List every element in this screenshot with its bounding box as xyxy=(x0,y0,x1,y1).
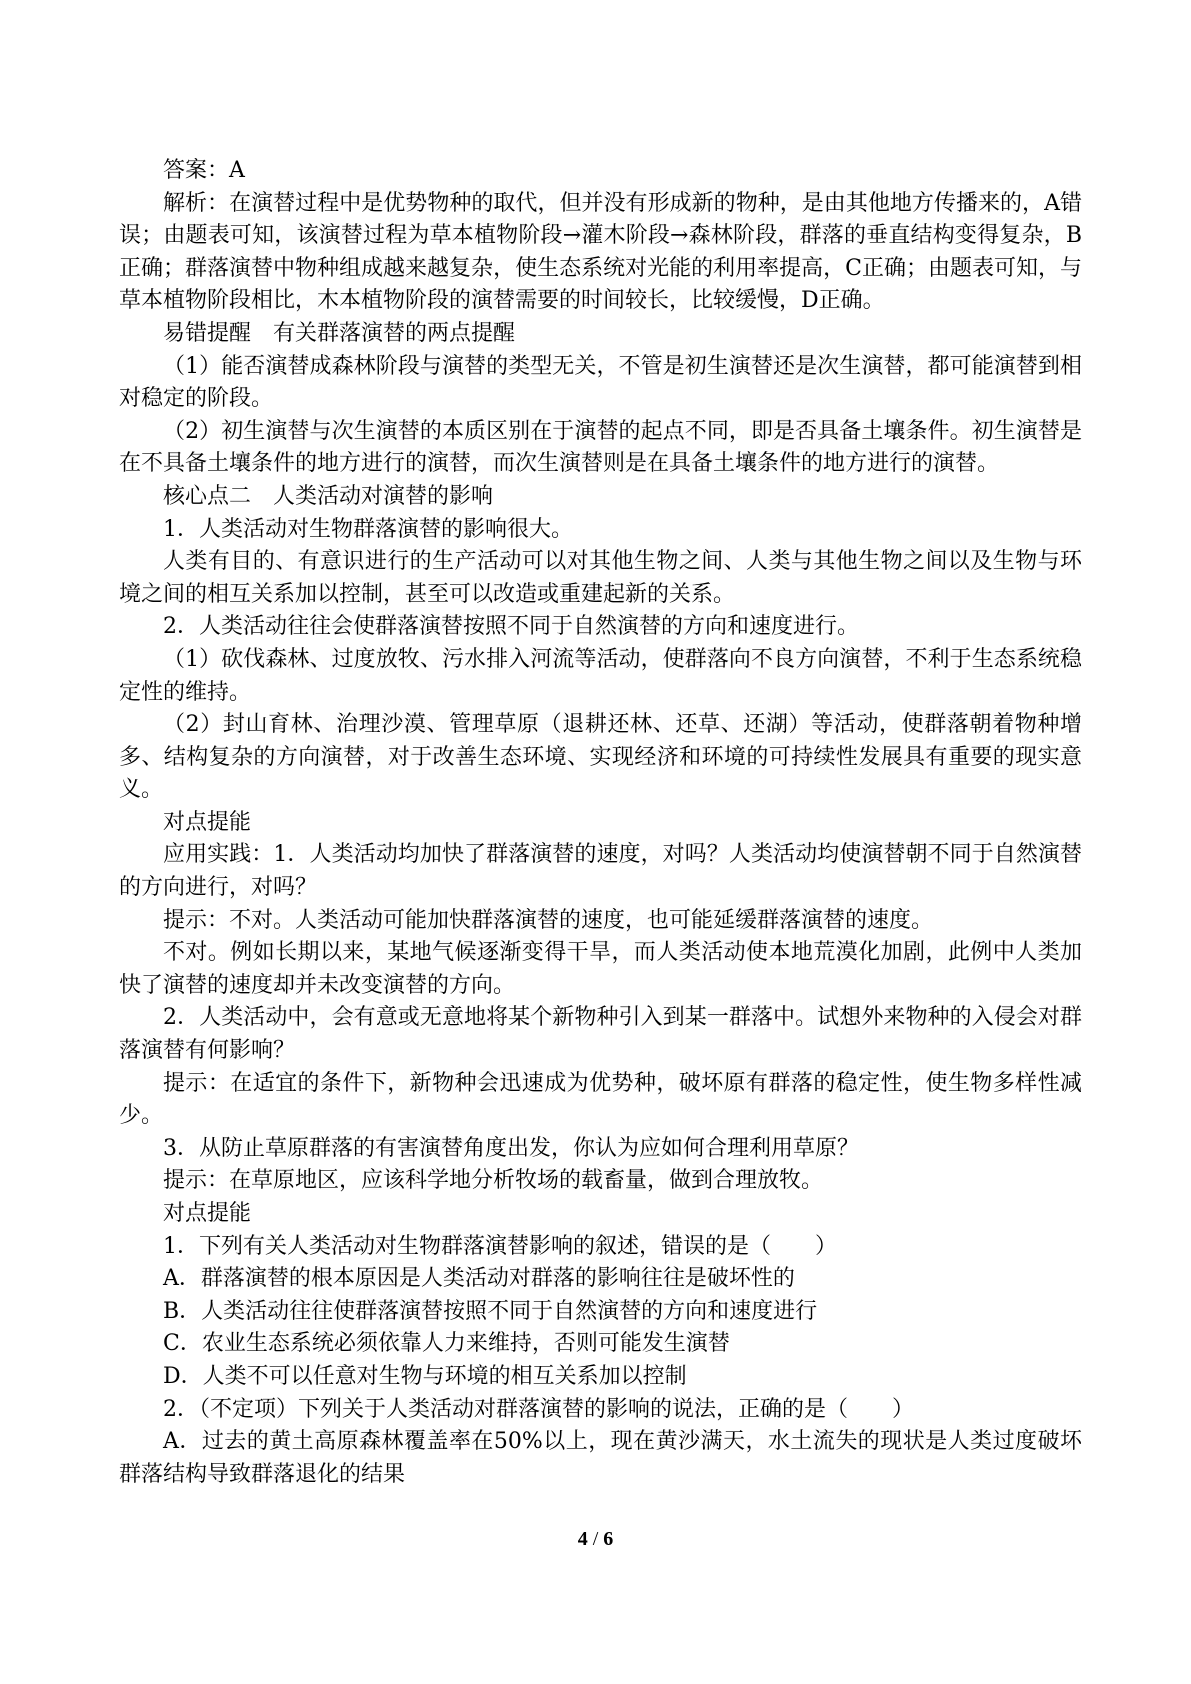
exercise-heading: 对点提能 xyxy=(163,1201,252,1226)
exercise-option-b: B．人类活动往往使群落演替按照不同于自然演替的方向和速度进行 xyxy=(163,1298,818,1324)
page-total: 6 xyxy=(603,1528,614,1550)
point-2-heading: 2．人类活动往往会使群落演替按照不同于自然演替的方向和速度进行。 xyxy=(163,614,859,640)
point-1-text: 人类有目的、有意识进行的生产活动可以对其他生物之间、人类与其他生物之间以及生物与环境之间的相互关系加以控制，甚至可以改造或重建起新的关系。 xyxy=(119,549,1082,607)
tip-point-1: （1）能否演替成森林阶段与演替的类型无关，不管是初生演替还是次生演替，都可能演替到相对稳定的阶段。 xyxy=(119,353,1082,412)
practice-heading: 对点提能 xyxy=(163,809,252,835)
page-separator: / xyxy=(587,1528,604,1550)
exercise-question-2: 2．（不定项）下列关于人类活动对群落演替的影响的说法，正确的是（ ） xyxy=(163,1396,914,1422)
exercise-option-d: D．人类不可以任意对生物与环境的相互关系加以控制 xyxy=(163,1363,687,1389)
page-current: 4 xyxy=(577,1528,588,1550)
answer-line: 答案：A xyxy=(163,158,245,183)
practice-hint-3: 提示：在草原地区，应该科学地分析牧场的载畜量，做到合理放牧。 xyxy=(163,1168,824,1194)
page-number xyxy=(0,1528,1191,1551)
practice-question-3: 3．从防止草原群落的有害演替角度出发，你认为应如何合理利用草原？ xyxy=(163,1135,859,1161)
practice-hint-2: 提示：在适宜的条件下，新物种会迅速成为优势种，破坏原有群落的稳定性，使生物多样性减少。 xyxy=(119,1070,1082,1129)
point-1-heading: 1．人类活动对生物群落演替的影响很大。 xyxy=(163,516,573,542)
practice-hint-1b: 不对。例如长期以来，某地气候逐渐变得干旱，而人类活动使本地荒漠化加剧，此例中人类加快了演替的速度却并未改变演替的方向。 xyxy=(119,940,1082,998)
tip-point-2: （2）初生演替与次生演替的本质区别在于演替的起点不同，即是否具备土壤条件。初生演替是在不具备土壤条件的地方进行的演替，而次生演替则是在具备土壤条件的地方进行的演替。 xyxy=(119,418,1082,477)
point-2-item-2: （2）封山育林、治理沙漠、管理草原（退耕还林、还草、还湖）等活动，使群落朝着物种增多、结构复杂的方向演替，对于改善生态环境、实现经济和环境的可持续性发展具有重要的现实意义。 xyxy=(119,712,1082,803)
practice-question-2: 2．人类活动中，会有意或无意地将某个新物种引入到某一群落中。试想外来物种的入侵会对群落演替有何影响？ xyxy=(119,1005,1082,1064)
practice-hint-1a: 提示：不对。人类活动可能加快群落演替的速度，也可能延缓群落演替的速度。 xyxy=(163,907,934,933)
practice-question-1: 应用实践：1．人类活动均加快了群落演替的速度，对吗？人类活动均使演替朝不同于自然演替的方向进行，对吗？ xyxy=(119,842,1082,901)
analysis-paragraph: 解析：在演替过程中是优势物种的取代，但并没有形成新的物种，是由其他地方传播来的，A错误；由题表可知，该演替过程为草本植物阶段→灌木阶段→森林阶段，群落的垂直结构变得复杂，B正确；群落演替中物种组成越来越复杂，使生态系统对光能的利用率提高，C正确；由题表可知，与草本植物阶段相比，木本植物阶段的演替需要的时间较长，比较缓慢，D正确。 xyxy=(119,190,1082,314)
section-heading: 核心点二 人类活动对演替的影响 xyxy=(163,483,494,509)
exercise-option-c: C．农业生态系统必须依靠人力来维持，否则可能发生演替 xyxy=(163,1331,730,1357)
exercise-option-a: A．群落演替的根本原因是人类活动对群落的影响往往是破坏性的 xyxy=(163,1266,795,1292)
exercise-question-1: 1．下列有关人类活动对生物群落演替影响的叙述，错误的是（ ） xyxy=(163,1233,837,1259)
exercise-2-option-a: A．过去的黄土高原森林覆盖率在50%以上，现在黄沙满天，水土流失的现状是人类过度破坏群落结构导致群落退化的结果 xyxy=(119,1429,1082,1487)
tip-heading: 易错提醒 有关群落演替的两点提醒 xyxy=(163,320,516,346)
page-body xyxy=(119,155,1082,1491)
point-2-item-1: （1）砍伐森林、过度放牧、污水排入河流等活动，使群落向不良方向演替，不利于生态系统稳定性的维持。 xyxy=(119,646,1082,705)
